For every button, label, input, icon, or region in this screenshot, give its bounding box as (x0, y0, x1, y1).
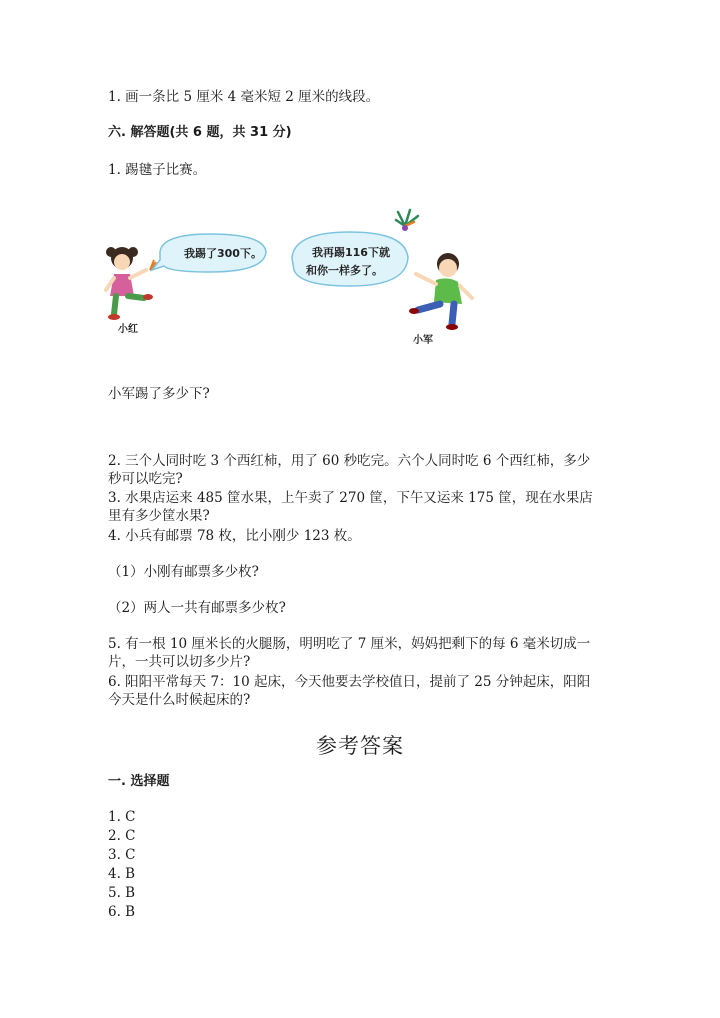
name-right: 小军 (413, 335, 433, 346)
question-4-sub-1: （1）小刚有邮票多少枚? (108, 564, 259, 580)
question-draw-line: 1. 画一条比 5 厘米 4 毫米短 2 厘米的线段。 (108, 89, 380, 105)
answers-section-heading: 一. 选择题 (108, 774, 170, 789)
name-left: 小红 (118, 324, 138, 335)
question-1-ask: 小军踢了多少下? (108, 386, 210, 402)
bubble-right-text-2: 和你一样多了。 (306, 264, 383, 277)
answer-item: 5. B (108, 885, 136, 901)
shuttlecock-icon (396, 210, 418, 231)
answer-item: 4. B (108, 866, 136, 882)
answer-item: 3. C (108, 847, 136, 863)
question-4: 4. 小兵有邮票 78 枚，比小刚少 123 枚。 (108, 528, 361, 544)
boy-figure (409, 253, 472, 330)
bubble-right-text-1: 我再踢116下就 (312, 246, 390, 259)
question-6-line-1: 6. 阳阳平常每天 7：10 起床，今天他要去学校值日，提前了 25 分钟起床，阳阳 (108, 674, 591, 690)
question-4-sub-2: （2）两人一共有邮票多少枚? (108, 600, 286, 616)
question-5-line-1: 5. 有一根 10 厘米长的火腿肠，明明吃了 7 厘米，妈妈把剩下的每 6 毫米切成一 (108, 636, 591, 652)
section-heading-6: 六. 解答题(共 6 题，共 31 分) (108, 125, 292, 140)
bubble-left-text: 我踢了300下。 (184, 247, 262, 260)
answer-item: 2. C (108, 828, 136, 844)
answer-item: 1. C (108, 809, 136, 825)
question-5-line-2: 片，一共可以切多少片? (108, 654, 251, 670)
answers-title: 参考答案 (316, 734, 404, 758)
question-6-line-2: 今天是什么时候起床的? (108, 692, 251, 708)
question-3-line-1: 3. 水果店运来 485 筐水果，上午卖了 270 筐，下午又运来 175 筐，现在水果店 (108, 490, 593, 506)
question-1-title: 1. 踢毽子比赛。 (108, 162, 207, 178)
question-2-line-1: 2. 三个人同时吃 3 个西红柿，用了 60 秒吃完。六个人同时吃 6 个西红柿，多少 (108, 453, 591, 469)
question-2-line-2: 秒可以吃完? (108, 471, 183, 487)
girl-figure (106, 247, 158, 320)
question-3-line-2: 里有多少筐水果? (108, 508, 210, 524)
answer-item: 6. B (108, 904, 136, 920)
speech-bubble-right (292, 232, 408, 286)
kick-shuttlecock-illustration (100, 200, 480, 360)
